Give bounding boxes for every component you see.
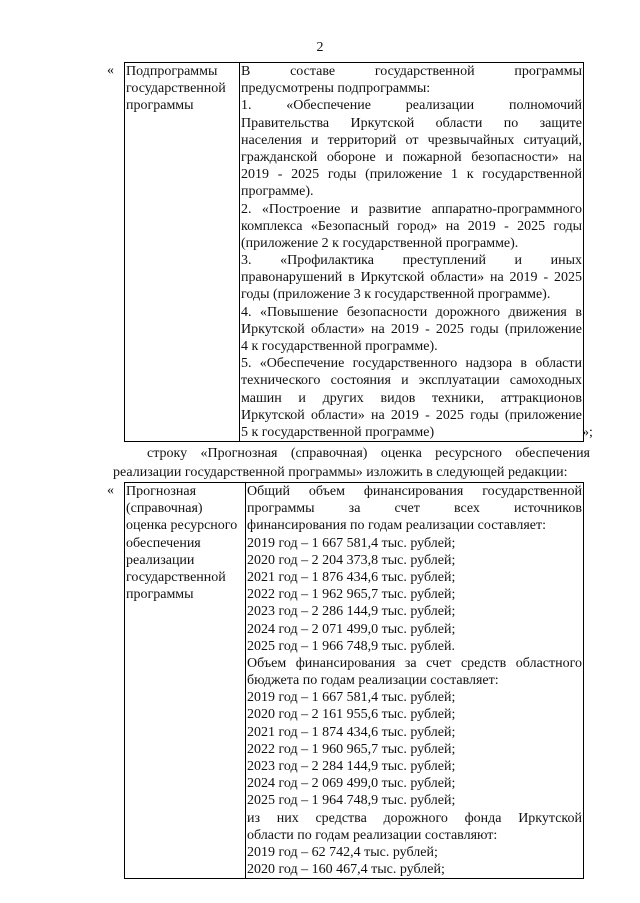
content-line: 2. «Построение и развитие аппаратно-программного bbox=[241, 201, 582, 217]
content-line: 4. «Повышение безопасности дорожного движения в bbox=[241, 304, 582, 320]
content-line: 2025 год – 1 966 748,9 тыс. рублей. bbox=[247, 638, 455, 654]
label-line: государственной bbox=[126, 569, 226, 585]
page-number: 2 bbox=[316, 40, 324, 55]
content-line: (приложение 2 к государственной программе). bbox=[241, 235, 519, 251]
content-line: 2019 год – 62 742,4 тыс. рублей; bbox=[247, 844, 438, 860]
content-line: Правительства Иркутской области по защите bbox=[241, 115, 582, 131]
content-line: 2022 год – 1 960 965,7 тыс. рублей; bbox=[247, 741, 456, 757]
subprograms-table bbox=[124, 62, 584, 442]
content-line: технического состояния и эксплуатации самоходных bbox=[241, 373, 582, 389]
label-line: обеспечения bbox=[126, 535, 201, 551]
content-line: бюджета по годам реализации составляет: bbox=[247, 673, 499, 689]
content-line: 2024 год – 2 069 499,0 тыс. рублей; bbox=[247, 776, 456, 792]
label-line: (справочная) bbox=[126, 501, 203, 517]
content-line: 2021 год – 1 876 434,6 тыс. рублей; bbox=[247, 569, 456, 585]
content-line: гражданской обороне и пожарной безопасности» на bbox=[241, 149, 582, 165]
label-line: реализации bbox=[126, 552, 195, 568]
content-line: 2025 год – 1 964 748,9 тыс. рублей; bbox=[247, 793, 456, 809]
content-line: Иркутской области» на 2019 - 2025 годы (приложение bbox=[241, 407, 582, 423]
content-line: 5. «Обеспечение государственного надзора в области bbox=[241, 356, 582, 372]
open-quote-1: « bbox=[107, 63, 114, 78]
instruction-line: реализации государственной программы» изложить в следующей редакции: bbox=[113, 465, 568, 480]
content-line: 2023 год – 2 286 144,9 тыс. рублей; bbox=[247, 604, 456, 620]
content-line: 2020 год – 2 161 955,6 тыс. рублей; bbox=[247, 707, 456, 723]
label-line: программы bbox=[126, 587, 194, 603]
content-line: программы за счет всех источников bbox=[247, 501, 582, 517]
content-line: Иркутской области» на 2019 - 2025 годы (приложение bbox=[241, 321, 582, 337]
content-line: 5 к государственной программе) bbox=[241, 424, 435, 440]
instruction-line: строку «Прогнозная (справочная) оценка ресурсного обеспечения bbox=[147, 446, 590, 461]
content-line: 4 к государственной программе). bbox=[241, 339, 438, 354]
content-line: финансирования по годам реализации составляет: bbox=[247, 518, 546, 534]
content-line: 2024 год – 2 071 499,0 тыс. рублей; bbox=[247, 621, 456, 637]
content-line: 2021 год – 1 874 434,6 тыс. рублей; bbox=[247, 724, 456, 740]
content-line: программе). bbox=[241, 184, 314, 200]
subprograms-content-cell bbox=[240, 63, 584, 442]
label-line: оценка ресурсного bbox=[126, 518, 238, 534]
content-line: из них средства дорожного фонда Иркутской bbox=[247, 810, 582, 826]
content-line: области по годам реализации составляют: bbox=[247, 827, 498, 843]
content-line: 2022 год – 1 962 965,7 тыс. рублей; bbox=[247, 587, 456, 603]
content-line: комплекса «Безопасный город» на 2019 - 2025 годы bbox=[241, 218, 582, 234]
content-line: 2019 год – 1 667 581,4 тыс. рублей; bbox=[247, 690, 456, 706]
content-line: предусмотрены подпрограммы: bbox=[241, 81, 431, 97]
content-line: 3. «Профилактика преступлений и иных bbox=[241, 253, 582, 269]
label-line: Подпрограммы bbox=[126, 64, 218, 79]
content-line: годы (приложение 3 к государственной программе). bbox=[241, 287, 551, 303]
content-line: 2019 год – 1 667 581,4 тыс. рублей; bbox=[247, 535, 456, 551]
label-line: государственной bbox=[126, 81, 226, 97]
financing-label-cell bbox=[125, 483, 246, 879]
financing-content-cell bbox=[246, 483, 584, 879]
content-line: 2020 год – 2 204 373,8 тыс. рублей; bbox=[247, 552, 456, 568]
content-line: населения и территорий от чрезвычайных ситуаций, bbox=[241, 132, 582, 148]
content-line: 1. «Обеспечение реализации полномочий bbox=[241, 98, 582, 114]
content-line: 2020 год – 160 467,4 тыс. рублей; bbox=[247, 862, 445, 878]
subprograms-label-cell bbox=[125, 63, 240, 442]
content-line: Общий объем финансирования государственной bbox=[247, 484, 582, 499]
content-line: 2023 год – 2 284 144,9 тыс. рублей; bbox=[247, 759, 456, 774]
content-line: Объем финансирования за счет средств областного bbox=[247, 655, 582, 671]
financing-table bbox=[124, 482, 584, 879]
content-line: правонарушений в Иркутской области» на 2019 - 2025 bbox=[241, 270, 582, 286]
amendment-instruction bbox=[113, 444, 590, 482]
open-quote-2: « bbox=[107, 483, 114, 498]
close-quote-1: »; bbox=[582, 425, 593, 440]
label-line: Прогнозная bbox=[126, 484, 197, 499]
content-line: машин и других видов техники, аттракционов bbox=[241, 390, 582, 406]
label-line: программы bbox=[126, 98, 194, 114]
content-line: В составе государственной программы bbox=[241, 64, 582, 79]
content-line: 2019 - 2025 годы (приложение 1 к государственной bbox=[241, 167, 582, 183]
